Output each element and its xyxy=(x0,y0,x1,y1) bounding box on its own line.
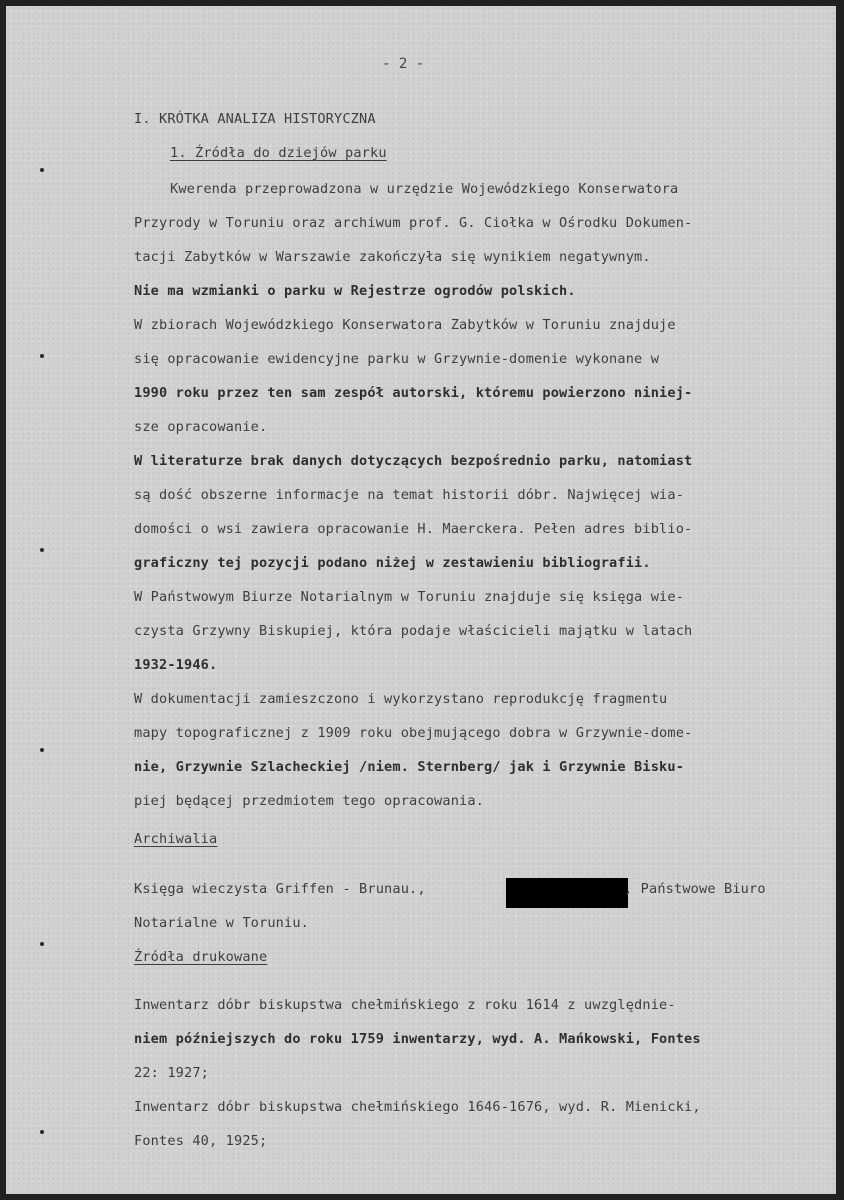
archive-entry-part2: , Państwowe Biuro xyxy=(624,881,766,897)
margin-dot xyxy=(40,748,44,752)
printed-source-line: Inwentarz dóbr biskupstwa chełmińskiego z roku 1614 z uwzględnie- xyxy=(134,997,676,1013)
paragraph-line: nie, Grzywnie Szlacheckiej /niem. Sternberg/ jak i Grzywnie Bisku- xyxy=(134,759,685,775)
paragraph-line: W zbiorach Wojewódzkiego Konserwatora Zabytków w Toruniu znajduje xyxy=(134,317,676,333)
paragraph-line: domości o wsi zawiera opracowanie H. Maerckera. Pełen adres biblio- xyxy=(134,521,693,537)
printed-sources-heading: Źródła drukowane xyxy=(134,949,268,965)
paragraph-line: 1932-1946. xyxy=(134,657,218,673)
paragraph-line: Nie ma wzmianki o parku w Rejestrze ogrodów polskich. xyxy=(134,283,576,299)
margin-dot xyxy=(40,942,44,946)
archive-entry-part1: Księga wieczysta Griffen - Brunau., xyxy=(134,881,426,897)
paragraph-line: piej będącej przedmiotem tego opracowania. xyxy=(134,793,485,809)
document-page xyxy=(6,6,836,1194)
paragraph-line: sze opracowanie. xyxy=(134,419,268,435)
printed-source-line: Fontes 40, 1925; xyxy=(134,1133,268,1149)
paragraph-line: Przyrody w Toruniu oraz archiwum prof. G. Ciołka w Ośrodku Dokumen- xyxy=(134,215,693,231)
paragraph-line: mapy topograficznej z 1909 roku obejmującego dobra w Grzywnie-dome- xyxy=(134,725,693,741)
margin-dot xyxy=(40,168,44,172)
section-heading: I. KRÓTKA ANALIZA HISTORYCZNA xyxy=(134,111,376,127)
printed-source-line: 22: 1927; xyxy=(134,1065,210,1081)
paragraph-line: się opracowanie ewidencyjne parku w Grzywnie-domenie wykonane w xyxy=(134,351,660,367)
margin-dot xyxy=(40,548,44,552)
paragraph-line: W literaturze brak danych dotyczących bezpośrednio parku, natomiast xyxy=(134,453,693,469)
margin-dot xyxy=(40,1130,44,1134)
subsection-heading: 1. Źródła do dziejów parku xyxy=(170,145,387,161)
redaction-block xyxy=(506,878,628,908)
archive-entry-line2: Notarialne w Toruniu. xyxy=(134,915,310,931)
paragraph-line: W Państwowym Biurze Notarialnym w Toruniu znajduje się księga wie- xyxy=(134,589,685,605)
archiwalia-heading: Archiwalia xyxy=(134,831,218,847)
paragraph-line: Kwerenda przeprowadzona w urzędzie Wojewódzkiego Konserwatora xyxy=(170,181,679,197)
paragraph-line: W dokumentacji zamieszczono i wykorzystano reprodukcję fragmentu xyxy=(134,691,668,707)
paragraph-line: graficzny tej pozycji podano niżej w zestawieniu bibliografii. xyxy=(134,555,651,571)
margin-dot xyxy=(40,354,44,358)
paragraph-line: 1990 roku przez ten sam zespół autorski, któremu powierzono niniej- xyxy=(134,385,693,401)
paragraph-line: tacji Zabytków w Warszawie zakończyła się wynikiem negatywnym. xyxy=(134,249,651,265)
paragraph-line: czysta Grzywny Biskupiej, która podaje właścicieli majątku w latach xyxy=(134,623,693,639)
page-number: - 2 - xyxy=(382,56,425,72)
paragraph-line: są dość obszerne informacje na temat historii dóbr. Najwięcej wia- xyxy=(134,487,685,503)
printed-source-line: niem późniejszych do roku 1759 inwentarzy, wyd. A. Mańkowski, Fontes xyxy=(134,1031,701,1047)
printed-source-line: Inwentarz dóbr biskupstwa chełmińskiego 1646-1676, wyd. R. Mienicki, xyxy=(134,1099,701,1115)
